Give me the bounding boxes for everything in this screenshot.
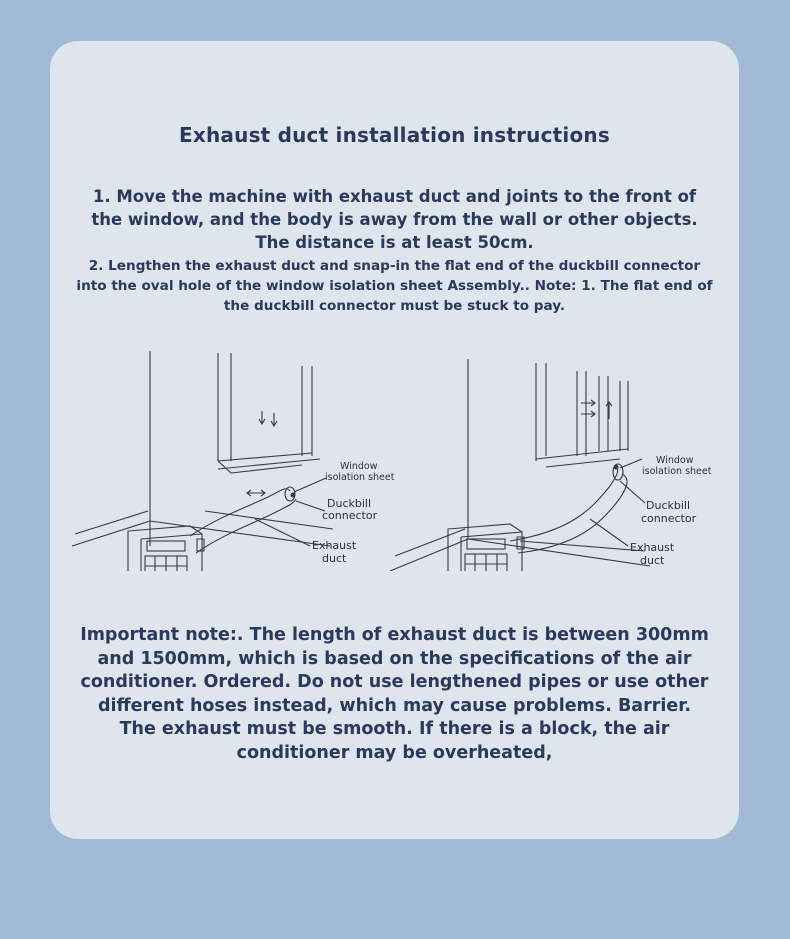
left-exhaust-label-line1: Exhaust <box>312 539 357 552</box>
right-exhaust-label-line1: Exhaust <box>630 541 675 554</box>
installation-diagram <box>50 341 739 571</box>
right-installation-illustration <box>390 359 650 571</box>
left-exhaust-label-line2: duct <box>322 552 347 565</box>
right-window-label-line1: Window <box>656 455 694 466</box>
left-window-label-line1: Window <box>340 461 378 472</box>
right-window-label-line2: isolation sheet <box>642 466 712 477</box>
step-2-text: 2. Lengthen the exhaust duct and snap-in the flat end of the duckbill connector into the oval hole of the window isolation sheet Assembly.. Note: 1. The flat end of the duckbill connector must be stuck to pay. <box>76 258 713 314</box>
left-duckbill-label-line1: Duckbill <box>327 497 372 510</box>
right-duckbill-label-line1: Duckbill <box>646 499 691 512</box>
left-window-label-line2: isolation sheet <box>325 472 395 483</box>
right-duckbill-label-line2: connector <box>641 512 697 525</box>
left-duckbill-label-line2: connector <box>322 509 378 522</box>
instruction-card <box>50 41 739 839</box>
left-installation-illustration <box>72 351 333 571</box>
right-exhaust-label-line2: duct <box>640 554 665 567</box>
step-1-text: 1. Move the machine with exhaust duct and joints to the front of the window, and the body is away from the wall or other objects. The distance is at least 50cm. <box>91 187 698 252</box>
important-note: Important note:. The length of exhaust duct is between 300mm and 1500mm, which is based on the specifications of the air conditioner. Ordered. Do not use lengthened pipes or use other different hoses instead, which may cause problems. Barrier. The exhaust must be smooth. If there is a block, the air conditioner may be overheated, <box>80 625 709 763</box>
page-title: Exhaust duct installation instructions <box>179 123 610 147</box>
